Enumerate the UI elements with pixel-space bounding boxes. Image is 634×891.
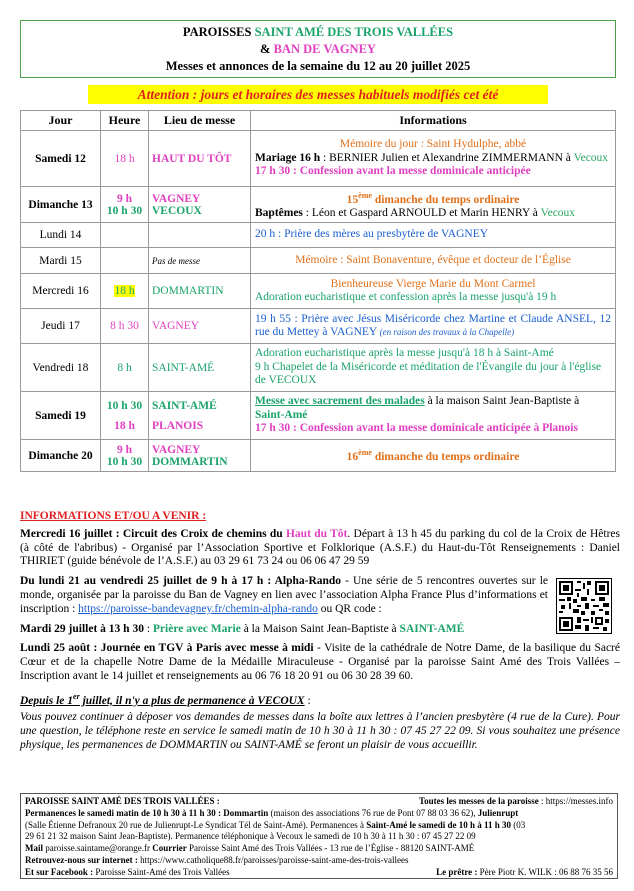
- day-cell: Jeudi 17: [21, 309, 101, 344]
- table-row: [21, 274, 616, 309]
- announcement-item: Lundi 25 août : Journée en TGV à Paris avec messe à midi - Visite de la cathédrale de Notre Dame, de la basilique du Sacré Cœur et de la chapelle Notre Dame de la Médaille Miraculeuse - Organisé par la paroisse Saint Amé des Trois Vallées – Inscription avant le 14 juillet et renseignements au 06 76 18 20 91 ou 06 30 28 39 60.: [20, 642, 620, 682]
- place-cell: [149, 223, 251, 248]
- info-cell: [251, 274, 616, 309]
- place-cell: SAINT-AMÉ PLANOIS: [149, 392, 251, 440]
- day-cell: Samedi 12: [21, 131, 101, 187]
- place-cell: VAGNEY: [149, 309, 251, 344]
- info-line: Messe avec sacrement des malades à la maison Saint Jean-Baptiste à Saint-Amé: [255, 395, 580, 421]
- place-cell: Pas de messe: [149, 248, 251, 274]
- info-line: 15ème dimanche du temps ordinaire: [346, 190, 520, 206]
- info-line: Adoration eucharistique après la messe jusqu'à 18 h à Saint-Amé: [255, 347, 554, 360]
- place-cell: HAUT DU TÔT: [149, 131, 251, 187]
- footer-title: PAROISSE SAINT AMÉ DES TROIS VALLÉES :: [25, 796, 220, 806]
- footer-line: Permanences le samedi matin de 10 h 30 à 11 h 30 : Dommartin (maison des associations 76 rue de Pont 07 88 03 36 62), Julienrupt: [25, 807, 519, 818]
- info-line: Adoration eucharistique et confession après la messe jusqu'à 19 h: [255, 291, 557, 303]
- bulletin-header: [20, 20, 616, 78]
- info-line: Bienheureuse Vierge Marie du Mont Carmel: [330, 277, 536, 290]
- announcement-item: Du lundi 21 au vendredi 25 juillet de 9 h à 17 h : Alpha-Rando - Une série de 5 rencontres ouvertes sur le monde, organisée par la paroisse du Ban de Vagney en lien avec l’association Alpha France Plus d’informations et inscription : https://paroisse-bandevagney.fr/chemin-alpha-rando ou QR code :: [20, 575, 548, 615]
- table-row: [21, 344, 616, 392]
- hour-cell: 9 h 10 h 30: [101, 440, 149, 472]
- info-line: 9 h Chapelet de la Miséricorde et méditation de l'Évangile du jour à l'église de VECOUX: [255, 360, 602, 387]
- info-cell: [251, 187, 616, 223]
- footer-row: Et sur Facebook : Paroisse Saint-Amé des Trois Vallées Le prêtre : Père Piotr K. WILK : 06 88 76 35 56: [25, 866, 613, 877]
- info-line: 17 h 30 : Confession avant la messe dominicale anticipée: [255, 165, 531, 178]
- info-line: 17 h 30 : Confession avant la messe dominicale anticipée à Planois: [255, 422, 578, 435]
- announcement-item: Vous pouvez continuer à déposer vos demandes de messes dans la boîte aux lettres à l’ancien presbytère (4 rue de la Cure). Pour une question, le téléphone reste en service le samedi matin de 10 h 30 à 11 h 30 : 07 45 27 22 09. Si vous souhaitez une présence physique, les permanences de DOMMARTIN ou SAINT-AMÉ se feront un plaisir de vous accueillir.: [20, 711, 620, 751]
- footer-line: Retrouvez-nous sur internet : https://www.catholique88.fr/paroisses/paroisse-saint-ame-des-trois-vallees: [25, 854, 409, 865]
- info-cell: 16ème dimanche du temps ordinaire: [251, 440, 616, 472]
- hour-cell: 8 h 30: [101, 309, 149, 344]
- place-cell: VAGNEY DOMMARTIN: [149, 440, 251, 472]
- place-cell: DOMMARTIN: [149, 274, 251, 309]
- info-cell: 20 h : Prière des mères au presbytère de VAGNEY: [251, 223, 616, 248]
- col-header-place: Lieu de messe: [149, 111, 251, 131]
- header-line-3: Messes et annonces de la semaine du 12 au 20 juillet 2025: [165, 59, 471, 73]
- info-cell: [251, 344, 616, 392]
- table-row: [21, 187, 616, 223]
- hour-cell: 18 h: [101, 131, 149, 187]
- announcement-item: Mardi 29 juillet à 13 h 30 : Prière avec Marie à la Maison Saint Jean-Baptiste à SAINT-AMÉ: [20, 622, 465, 635]
- day-cell: Samedi 19: [21, 392, 101, 440]
- hour-cell: [101, 223, 149, 248]
- header-line-1: PAROISSES SAINT AMÉ DES TROIS VALLÉES: [182, 25, 454, 39]
- table-row: [21, 392, 616, 440]
- info-line: Baptêmes : Léon et Gaspard ARNOULD et Marin HENRY à Vecoux: [255, 206, 576, 219]
- hour-cell: 8 h: [101, 344, 149, 392]
- footer-row: [25, 796, 613, 808]
- announcements-title: INFORMATIONS ET/OU A VENIR :: [20, 510, 207, 522]
- day-cell: Mercredi 16: [21, 274, 101, 309]
- day-cell: Dimanche 13: [21, 187, 101, 223]
- info-line: Mariage 16 h : BERNIER Julien et Alexandrine ZIMMERMANN à Vecoux: [255, 151, 609, 164]
- hour-cell: 9 h 10 h 30: [101, 187, 149, 223]
- info-cell: 19 h 55 : Prière avec Jésus Miséricorde chez Martine et Claude ANSEL, 12 rue du Mettey à VAGNEY (en raison des travaux à la Chapelle): [251, 309, 616, 344]
- alpha-rando-link[interactable]: https://paroisse-bandevagney.fr/chemin-alpha-rando: [78, 602, 318, 615]
- day-cell: Lundi 14: [21, 223, 101, 248]
- day-cell: Dimanche 20: [21, 440, 101, 472]
- announcement-item: Depuis le 1er juillet, il n'y a plus de permanence à VECOUX :: [20, 691, 311, 707]
- col-header-hour: Heure: [101, 111, 149, 131]
- table-header-row: [21, 111, 616, 131]
- table-row: [21, 131, 616, 187]
- announcement-item: Mercredi 16 juillet : Circuit des Croix de chemins du Haut du Tôt. Départ à 13 h 45 du parking du col de la Croix de Hêtres (à côté de l'abribus) - Organisé par l’Association Sportive et Folklorique (A.S.F.) du Haut-du-Tôt Renseignements : Daniel THIRIET (guide bénévole de l’A.S.F.) au 03 29 61 73 24 ou 06 06 47 29 59: [20, 527, 620, 568]
- announcements: [20, 510, 620, 759]
- table-row: [21, 248, 616, 274]
- col-header-info: Informations: [251, 111, 616, 131]
- info-line: Mémoire du jour : Saint Hydulphe, abbé: [339, 138, 527, 151]
- info-cell: [251, 131, 616, 187]
- hour-cell: 10 h 30 18 h: [101, 392, 149, 440]
- parish-footer: [20, 793, 618, 879]
- schedule-table: [20, 110, 616, 472]
- qr-code-icon[interactable]: [556, 578, 612, 634]
- place-cell: VAGNEY VECOUX: [149, 187, 251, 223]
- hour-cell: 18 h: [101, 274, 149, 309]
- table-row: [21, 309, 616, 344]
- info-cell: [251, 392, 616, 440]
- footer-line: Mail paroisse.saintame@orange.fr Courrier Paroisse Saint Amé des Trois Vallées - 13 rue de l’Église - 88120 SAINT-AMÉ: [25, 843, 475, 854]
- footer-line: 29 61 21 32 maison Saint Jean-Baptiste). Permanence téléphonique à Vecoux le samedi de 10 h 30 à 11 h 30 : 07 45 27 22 09: [25, 831, 476, 842]
- table-row: [21, 440, 616, 472]
- table-row: [21, 223, 616, 248]
- hour-cell: [101, 248, 149, 274]
- day-cell: Mardi 15: [21, 248, 101, 274]
- day-cell: Vendredi 18: [21, 344, 101, 392]
- footer-line: (Salle Étienne Defranoux 20 rue de Julienrupt-Le Syndicat Tél de Saint-Amé). Permanences à Saint-Amé le samedi de 10 h à 11 h 30 (03: [25, 819, 526, 830]
- footer-messes: Toutes les messes de la paroisse : https://messes.info: [418, 796, 613, 806]
- info-cell: Mémoire : Saint Bonaventure, évêque et docteur de l’Église: [251, 248, 616, 274]
- header-line-2: & BAN DE VAGNEY: [260, 42, 376, 56]
- place-cell: SAINT-AMÉ: [149, 344, 251, 392]
- col-header-day: Jour: [21, 111, 101, 131]
- attention-banner: Attention : jours et horaires des messes habituels modifiés cet été: [88, 85, 548, 104]
